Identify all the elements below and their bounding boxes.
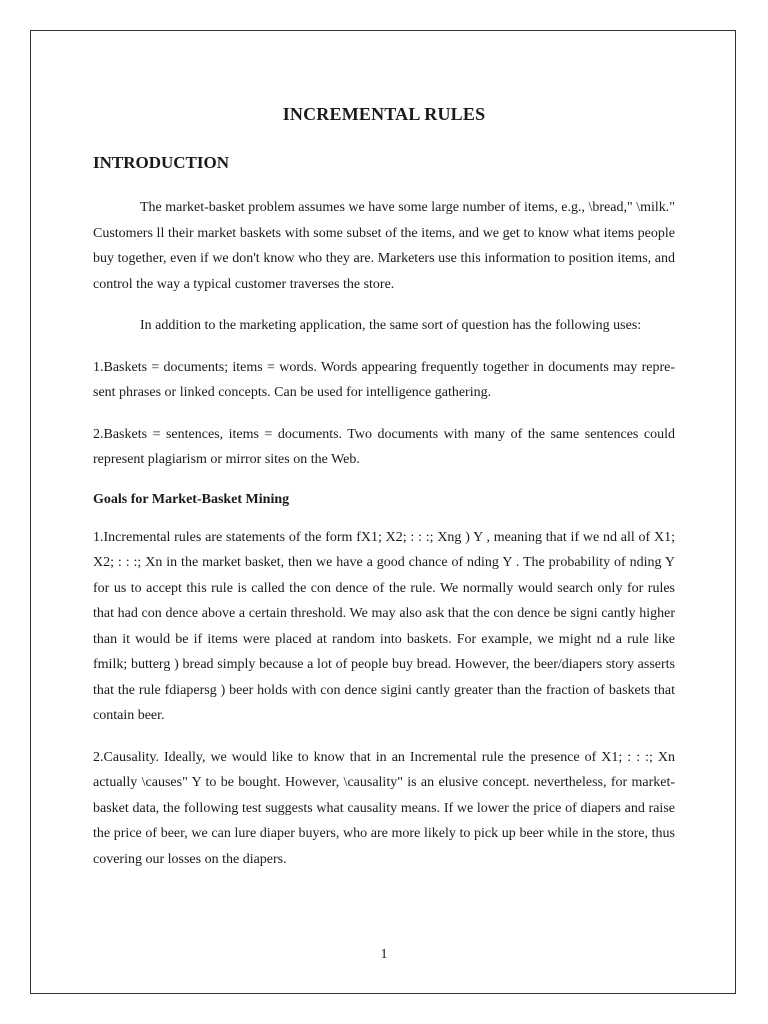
- document-title: INCREMENTAL RULES: [282, 104, 486, 124]
- intro-paragraph: The market-basket problem assumes we have some large number of items, e.g., \bread," \milk." Customers ll their market baskets with some subset of the items, and we get to know what items people buy together, even if we don't know who they are. Marketers use this information to position items, and control the way a typical customer traverses the store.: [93, 200, 675, 292]
- goals-subheading: Goals for Market-Basket Mining: [93, 491, 290, 507]
- page-content: [93, 104, 675, 872]
- goal-item: 1.Incremental rules are statements of the form fX1; X2; : : :; Xng ) Y , meaning that if we nd all of X1; X2; : : :; Xn in the market basket, then we have a good chance of nding Y . The probability of nding Y for us to accept this rule is called the con dence of the rule. We normally would search only for rules that had con dence above a certain threshold. We may also ask that the con dence be signi cantly higher than it would be if items were placed at random into baskets. For example, we might nd a rule like fmilk; butterg ) bread simply because a lot of people buy bread. However, the beer/diapers story asserts that the rule fdiapersg ) beer holds with con dence sigini cantly greater than the fraction of baskets that contain beer.: [93, 529, 675, 723]
- section-heading: INTRODUCTION: [93, 153, 230, 172]
- use-item: 2.Baskets = sentences, items = documents. Two documents with many of the same sentences could represent plagiarism or mirror sites on the Web.: [93, 426, 675, 467]
- goal-item: 2.Causality. Ideally, we would like to know that in an Incremental rule the presence of X1; : : :; Xn actually \causes" Y to be bought. However, \causality" is an elusive concept. nevertheless, for market-basket data, the following test suggests what causality means. If we lower the price of diapers and raise the price of beer, we can lure diaper buyers, who are more likely to pick up beer while in the store, thus covering our losses on the diapers.: [93, 749, 675, 867]
- use-item: 1.Baskets = documents; items = words. Words appearing frequently together in documents may repre-sent phrases or linked concepts. Can be used for intelligence gathering.: [93, 359, 675, 400]
- page-number: 1: [380, 947, 388, 962]
- intro-paragraph: In addition to the marketing application, the same sort of question has the following uses:: [140, 318, 642, 333]
